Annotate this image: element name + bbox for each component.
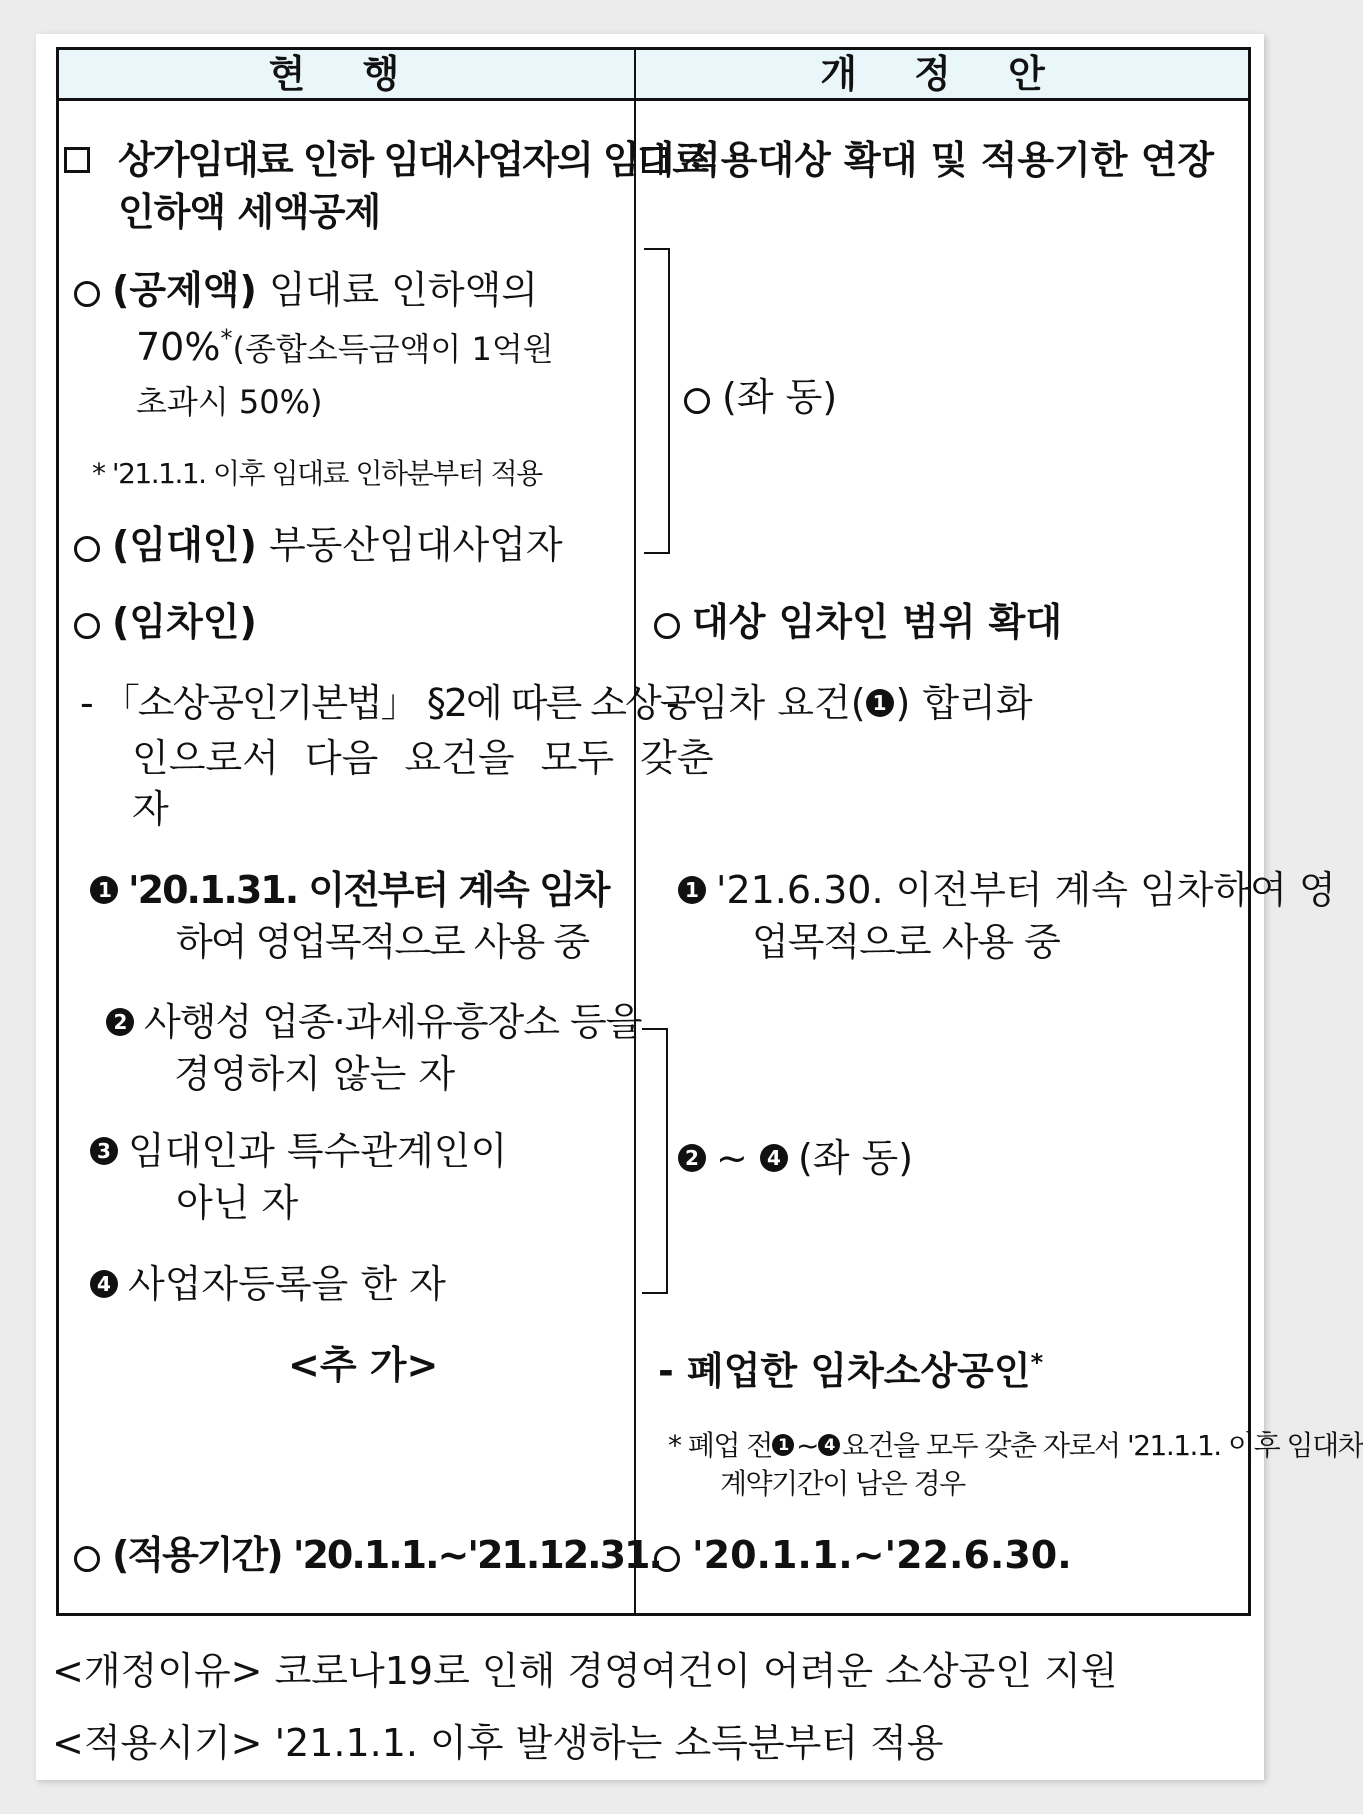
bullet-circle-icon (654, 1546, 680, 1572)
application-timing: <적용시기> '21.1.1. 이후 발생하는 소득분부터 적용 (52, 1721, 944, 1765)
range-tilde: ~ (716, 1136, 748, 1180)
right-closed-note-b: 요건을 모두 갖춘 자로서 '21.1.1. 이후 임대차 (841, 1429, 1363, 1462)
right-same-2: (좌 동) (797, 1136, 914, 1180)
left-added-placeholder: <추 가> (288, 1343, 439, 1387)
left-item3-line1: 임대인과 특수관계인이 (128, 1129, 508, 1173)
right-req-rationalize: - 임차 요건( (666, 681, 866, 725)
lessor-text: 부동산임대사업자 (268, 523, 563, 567)
right-closed-note-line2: 계약기간이 남은 경우 (720, 1467, 965, 1500)
right-closed-sup: * (1030, 1348, 1044, 1377)
bullet-circle-icon (684, 388, 710, 414)
number-2-icon: 2 (678, 1144, 706, 1172)
left-item2-line2: 경영하지 않는 자 (174, 1052, 456, 1096)
left-requirement-line2: 인으로서 다음 요건을 모두 갖춘 (132, 736, 714, 780)
bracket-left-group-1 (644, 248, 670, 554)
deduction-label: (공제액) (112, 268, 257, 312)
left-footnote: * '21.1.1. 이후 임대료 인하분부터 적용 (92, 457, 542, 490)
right-item1-line2: 업목적으로 사용 중 (752, 920, 1060, 964)
left-item1-line2: 하여 영업목적으로 사용 중 (176, 920, 589, 964)
left-section-title-line1: 상가임대료 인하 임대사업자의 임대료 (118, 138, 708, 182)
left-requirement-line1: - 「소상공인기본법」 §2에 따른 소상공 (80, 681, 695, 725)
bullet-circle-icon (74, 613, 100, 639)
right-same-1: (좌 동) (722, 375, 838, 419)
deduction-note: (종합소득금액이 1억원 (232, 330, 554, 368)
right-expand-title: 대상 임차인 범위 확대 (692, 600, 1063, 644)
left-period-label: (적용기간) (112, 1533, 282, 1577)
column-divider (634, 47, 636, 1616)
right-req-rationalize-end: ) 합리화 (895, 681, 1033, 725)
number-4-icon: 4 (760, 1144, 788, 1172)
bullet-circle-icon (74, 281, 100, 307)
number-4-icon: 4 (818, 1434, 840, 1456)
left-item2-line1: 사행성 업종·과세유흥장소 등을 (144, 1000, 642, 1044)
deduction-sup: * (220, 324, 233, 353)
deduction-text: 임대료 인하액의 (268, 268, 538, 312)
lessee-label: (임차인) (112, 600, 257, 644)
right-item1-line1: '21.6.30. 이전부터 계속 임차하여 영 (716, 868, 1336, 912)
left-section-title-line2: 인하액 세액공제 (118, 190, 381, 234)
left-requirement-line3: 자 (132, 787, 169, 831)
number-3-icon: 3 (90, 1137, 118, 1165)
left-item3-line2: 아닌 자 (176, 1181, 299, 1225)
lessor-label: (임대인) (112, 523, 257, 567)
number-2-icon: 2 (106, 1008, 134, 1036)
right-closed-note-a: * 폐업 전 (668, 1429, 772, 1462)
revision-reason: <개정이유> 코로나19로 인해 경영여건이 어려운 소상공인 지원 (52, 1649, 1118, 1693)
bullet-circle-icon (654, 613, 680, 639)
left-period-value: '20.1.1.~'21.12.31. (292, 1533, 661, 1577)
number-1-icon: 1 (678, 876, 706, 904)
bracket-left-group-2 (642, 1028, 668, 1294)
left-item1-line1: '20.1.31. 이전부터 계속 임차 (128, 868, 609, 912)
number-1-icon: 1 (866, 689, 894, 717)
left-item4-line1: 사업자등록을 한 자 (128, 1262, 446, 1306)
checkbox-icon (642, 147, 668, 173)
number-4-icon: 4 (90, 1270, 118, 1298)
deduction-pct: 70% (136, 325, 221, 369)
bullet-circle-icon (74, 1546, 100, 1572)
checkbox-icon (64, 147, 90, 173)
header-current: 현 행 (268, 52, 422, 96)
bullet-circle-icon (74, 536, 100, 562)
deduction-note-line2: 초과시 50%) (136, 383, 323, 421)
number-1-icon: 1 (90, 876, 118, 904)
number-1-icon: 1 (772, 1434, 794, 1456)
right-closed-title: - 폐업한 임차소상공인 (658, 1349, 1031, 1393)
range-tilde: ~ (795, 1429, 818, 1462)
right-section-title: 적용대상 확대 및 적용기한 연장 (684, 138, 1215, 182)
header-revised: 개 정 안 (820, 52, 1067, 96)
right-period-value: '20.1.1.~'22.6.30. (692, 1533, 1072, 1577)
